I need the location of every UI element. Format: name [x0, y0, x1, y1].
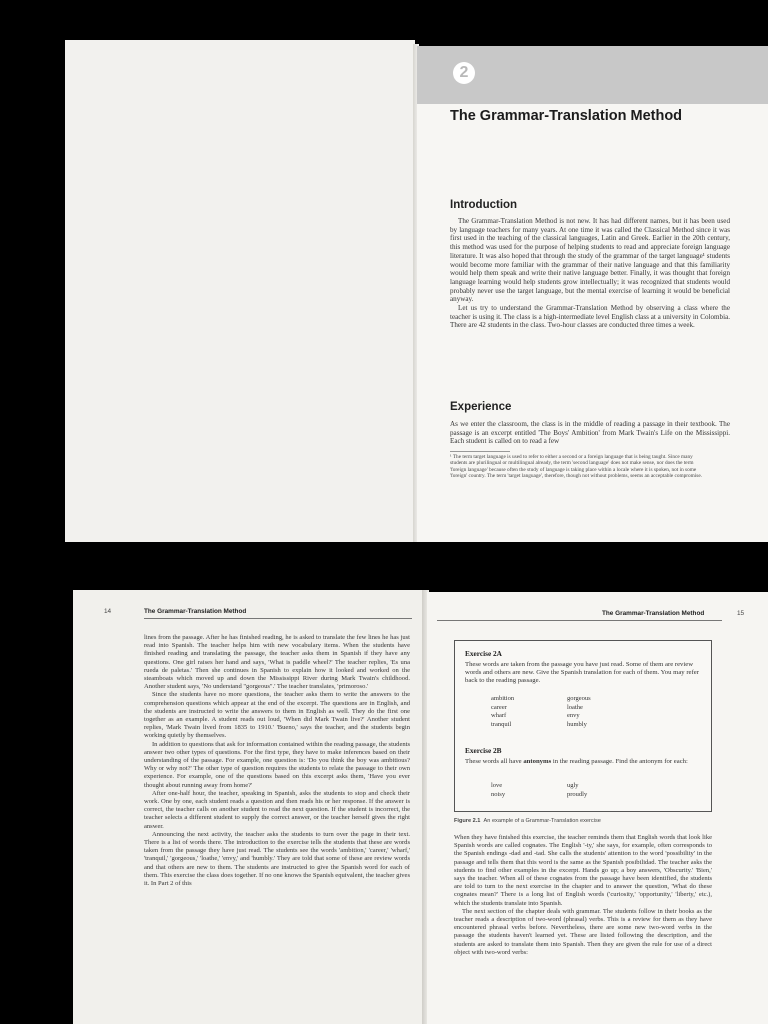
header-rule-left [144, 618, 412, 619]
body-paragraph: lines from the passage. After he has finished reading, he is asked to translate the few lines he has just read into Spanish. The teacher helps him with new vocabulary items. When the students have finished reading and translating the passage, the teacher asks them in Spanish if they have any questions. One girl raises her hand and says, 'What is paddle wheel?' The teacher replies, 'Es una rueda de paletas.' Then she continues in Spanish to explain how it looked and worked on the steamboats which moved up and down the Mississippi River during Mark Twain's childhood. Another student says, 'No understand "gorgeous".' The teacher translates, 'primoroso.' [144, 634, 410, 691]
introduction-heading: Introduction [450, 199, 518, 211]
word-item: love [491, 782, 503, 789]
exercise-2a-heading: Exercise 2A [465, 649, 502, 658]
exercise-2b-word-list-1 [491, 782, 505, 799]
word-item: wharf [491, 712, 507, 720]
page-number-left: 14 [104, 608, 112, 615]
word-item: envy [567, 712, 580, 720]
running-head-right: The Grammar-Translation Method [602, 610, 705, 617]
exercise-2a-word-list-1 [491, 695, 514, 729]
header-rule-right [437, 620, 722, 621]
footnote-rule [450, 451, 510, 452]
word-item: tranquil [491, 720, 512, 728]
body-paragraph: The next section of the chapter deals with grammar. The students follow in their books as the teacher reads a description of two-word (phrasal) verbs. This is a review for them as they have encountered phrasal verbs before. Nevertheless, there are some new two-word verbs in the passage the students haven't learned yet. These are listed following the description, and the students are asked to translate them into Spanish. Then they are given the rule for use of a direct object with two-word verbs: [454, 907, 712, 956]
word-item: loathe [567, 703, 583, 711]
exercise-2a-instructions: These words are taken from the passage you have just read. Some of them are review words and others are new. Give the Spanish translation for each of them. You may refer back to the reading passage. [465, 661, 699, 685]
exercise-2b-text-start: These words all have [465, 758, 524, 765]
footnote: ¹ The term target language is used to refer to either a second or a foreign language that is being taught. Since many students are plurilingual or multilingual already, the term 'second language' does not make sense, nor does the term 'foreign language' because often the study of language is taking place within a locale where it is spoken, not in some 'foreign' country. The term 'target language', therefore, though not without problems, seems an acceptable compromise. [450, 454, 703, 480]
bottom-left-page [73, 590, 425, 1024]
chapter-number-badge: 2 [453, 62, 475, 84]
word-item: ambition [491, 695, 515, 702]
body-paragraph: Since the students have no more questions, the teacher asks them to write the answers to the comprehension questions which appear at the end of the excerpt. The questions are in English, and the students are instructed to write the answers to them in English as well. They do the first one together as an example. A student reads out loud, 'When did Mark Twain live?' Another student replies, 'Mark Twain lived from 1835 to 1910.' 'Bueno,' says the teacher, and the students begin working quietly by themselves. [144, 691, 410, 740]
word-item: gorgeous [567, 695, 591, 702]
introduction-paragraph-2: Let us try to understand the Grammar-Translation Method by observing a class where the teacher is using it. The class is a high-intermediate level English class at a university in Colombia. There are 42 students in the class. Two-hour classes are conducted three times a week. [450, 304, 730, 330]
figure-label: Figure 2.1 [454, 818, 481, 824]
body-paragraph: After one-half hour, the teacher, speaking in Spanish, asks the students to stop and check their work. One by one, each student reads a question and then reads his or her response. If the answer is correct, the teacher calls on another student to read the next question. If the student is incorrect, the teacher selects a different student to supply the correct answer, or the teacher herself gives the right answer. [144, 789, 410, 830]
experience-heading: Experience [450, 401, 512, 413]
word-item: proudly [567, 790, 588, 798]
experience-body [450, 420, 730, 446]
introduction-body [450, 217, 730, 330]
exercise-2b-word-list-2 [567, 782, 587, 799]
figure-caption-text: An example of a Grammar-Translation exercise [483, 818, 601, 824]
experience-paragraph-1: As we enter the classroom, the class is in the middle of reading a passage in their textbook. The passage is an excerpt entitled 'The Boys' Ambition' from Mark Twain's Life on the Mississippi. Each student is called on to read a few [450, 420, 730, 446]
body-paragraph: In addition to questions that ask for information contained within the reading passage, the students answer two other types of questions. For the first type, they have to make inferences based on their understanding of the passage. For example, one question is: 'Do you think the boy was ambitious? Why or why not?' The other type of question requires the students to relate the passage to their own experience. For example, one of the questions based on this excerpt asks them, 'Have you ever thought about running away from home?' [144, 740, 411, 789]
exercise-2b-bold-term: antonyms [523, 758, 552, 765]
body-paragraph: Announcing the next activity, the teacher asks the students to turn over the page in their text. There is a list of words there. The introduction to the exercise tells the students that these are words taken from the passage they have just read. The students see the words 'ambition,' 'career,' 'wharf,' 'tranquil,' 'gorgeous,' 'loathe,' 'envy,' and 'humbly.' They are told that some of these are review words and that others are new to them. The students are instructed to give the Spanish word for each of them. This exercise the class does together. If no one knows the Spanish equivalent, the teacher gives it. In Part 2 of this [144, 830, 410, 888]
top-left-blank-page [65, 40, 415, 542]
page-number-right: 15 [737, 610, 745, 617]
running-head-left: The Grammar-Translation Method [144, 608, 247, 615]
body-paragraph: When they have finished this exercise, the teacher reminds them that English words that look like Spanish words are called cognates. The English '-ty,' she says, for example, often corresponds to the Spanish endings -dad and -tad. She calls the students' attention to the word 'possibility' in the passage and tells them that this word is the same as the Spanish posibilidad. The teacher asks the students to find other examples in the excerpt. Hands go up; a boy answers, 'Obscurity.' 'Bien,' says the teacher. When all of these cognates from the passage have been identified, the students are told to turn to the next exercise in the chapter and to answer the question, 'What do these cognates mean?' There is a long list of English words ('curiosity,' 'opportunity,' 'liberty,' etc.), which the students translate into Spanish. [454, 834, 712, 907]
introduction-paragraph-1: The Grammar-Translation Method is not new. It has had different names, but it has been used by language teachers for many years. At one time it was called the Classical Method since it was first used in the teaching of the classical languages, Latin and Greek. Earlier in the 20th century, this method was used for the purpose of helping students to read and appreciate foreign language literature. It was also hoped that through the study of the grammar of the target language¹ students would become more familiar with the grammar of their native language and that this familiarity would help them speak and write their native language better. Finally, it was thought that foreign language learning would help students grow intellectually; it was recognized that students would probably never use the target language, but the mental exercise of learning it would be beneficial anyway. [450, 217, 730, 304]
word-item: humbly [567, 720, 587, 728]
figure-caption [454, 818, 601, 824]
left-page-body [144, 634, 410, 888]
bottom-right-page [427, 592, 768, 1024]
word-item: noisy [491, 790, 506, 798]
exercise-figure-box [454, 640, 712, 812]
word-item: career [491, 703, 507, 711]
exercise-2b-heading: Exercise 2B [465, 746, 502, 755]
chapter-title: The Grammar-Translation Method [450, 108, 683, 124]
exercise-2a-word-list-2 [567, 695, 591, 729]
right-page-body [454, 834, 712, 957]
exercise-2b-instructions [465, 758, 703, 766]
top-right-page [417, 46, 768, 542]
exercise-2b-text-end: in the reading passage. Find the antonym for each: [551, 758, 688, 765]
word-item: ugly [567, 782, 579, 789]
